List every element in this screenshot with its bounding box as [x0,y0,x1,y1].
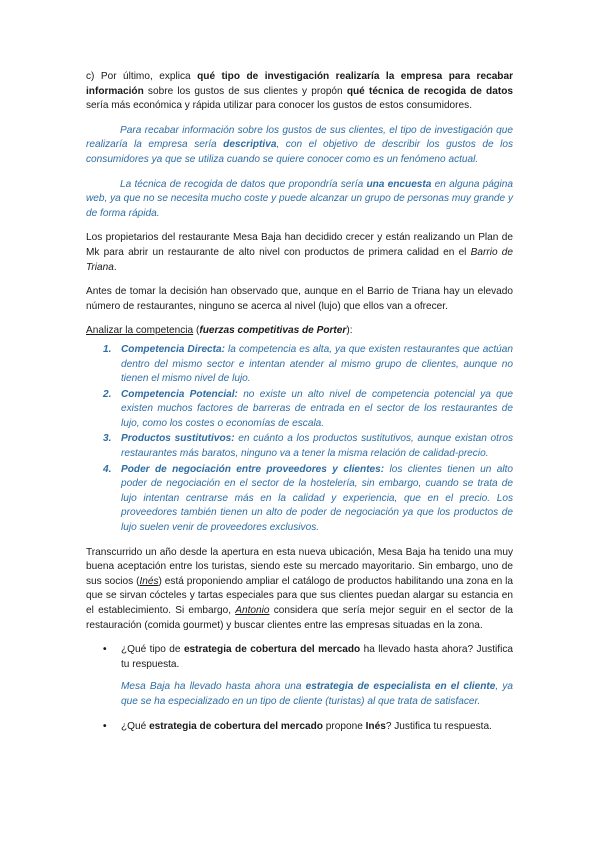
porter-force-label: Competencia Potencial: [121,388,238,400]
intro-post: . [113,261,117,273]
competition-heading-underlined: Analizar la competencia [86,325,194,337]
porter-force-item [103,388,513,432]
porter-force-item [103,343,513,387]
porter-force-item [103,432,513,461]
bullet-icon: • [103,644,107,656]
scenario-p1: Transcurrido un año desde la apertura en esta nueva ubicación, Mesa Baja ha tenido una muy buena aceptación entre los turistas, siendo este su mercado mayoritario. Sin embargo, uno de sus socios ( [86,546,513,587]
competition-heading-paren-open: ( [193,325,200,337]
answer-q1-pre: Mesa Baja ha llevado hasta ahora una [121,681,306,693]
scenario-paragraph [86,546,513,634]
section-c-end: sería más económica y rápida utilizar para conocer los gustos de estos consumidores. [86,100,472,112]
porter-force-label: Productos sustitutivos: [121,433,235,445]
scenario-ines: Inés [139,575,159,587]
intro-pre: Los propietarios del restaurante Mesa Baja han decidido crecer y están realizando un Plan de Mk para abrir un restaurante de alto nivel con productos de primera calidad en el [86,232,513,258]
question-2-post: ? Justifica tu respuesta. [385,720,492,732]
answer-c2-pre: La técnica de recogida de datos que propondría sería [120,178,367,190]
porter-force-text: no existe un alto nivel de competencia potencial ya que existen muchos factores de barreras de entrada en el sector de los restaurantes de lujo, como los costes o economías de escala. [121,388,513,429]
question-2 [86,720,513,735]
section-c-bold-2: qué técnica de recogida de datos [346,85,513,97]
porter-force-label: Competencia Directa: [121,343,226,355]
section-c-bold-1: qué tipo de investigación realizaría la empresa para recabar información [86,71,514,97]
porter-force-text: la competencia es alta, ya que existen restaurantes que actúan dentro del mismo sector e intentan atender al mismo grupo de clientes, aunque no tienen el mismo nivel de lujo. [121,343,513,385]
question-2-mid: propone [322,720,366,732]
section-c-prefix: c) Por último, explica [86,71,198,82]
answer-q1-post: , ya que se ha especializado en un tipo de cliente (turistas) al que trata de satisfacer. [121,681,513,707]
answer-c-technique [86,178,513,222]
porter-force-number: 2. [103,388,112,400]
observation-paragraph: Antes de tomar la decisión han observado que, aunque en el Barrio de Triana hay un elevado número de restaurantes, ninguno se acerca al nivel (lujo) que ellos van a ofrecer. [86,286,513,312]
question-1-post: ha llevado hasta ahora? Justifica tu respuesta. [121,644,513,670]
question-1 [86,643,513,672]
question-2-pre: ¿Qué [121,720,150,732]
question-2-bold: estrategia de cobertura del mercado [149,720,323,732]
intro-mesa-baja [86,231,513,275]
porter-force-number: 4. [103,463,112,475]
porter-force-number: 3. [103,433,112,445]
porter-force-item [103,463,513,536]
answer-c2-bold: una encuesta [366,178,432,190]
porter-forces-list [86,343,513,536]
answer-c1-pre: Para recabar información sobre los gustos de sus clientes, el tipo de investigación que realizaría la empresa sería [86,124,513,151]
answer-question-1 [86,680,513,709]
porter-force-number: 1. [103,343,112,355]
scenario-antonio: Antonio [235,605,270,616]
competition-heading-paren-close: ): [346,325,353,337]
scenario-p3: considera que sería mejor seguir en el sector de la restauración (comida gourmet) y buscar clientes entre las empresas situadas en la zona. [86,605,513,631]
section-c-question [86,70,513,114]
section-c-mid: sobre los gustos de sus clientes y propón [143,85,347,97]
competition-heading [86,324,513,339]
answer-q1-bold: estrategia de especialista en el cliente [305,681,496,693]
answer-c2-post: en alguna página web, ya que no se necesita mucho coste y puede alcanzar un grupo de personas muy grande y de forma rápida. [86,178,514,219]
answer-c1-bold: descriptiva [223,139,277,151]
answer-c1-post: , con el objetivo de describir los gustos de los consumidores ya que se utiliza cuando se quiere conocer como es un fenómeno actual. [86,139,513,165]
question-1-bold: estrategia de cobertura del mercado [183,644,361,656]
question-2-bold-2: Inés [365,720,386,732]
answer-c-research-type [86,124,513,168]
porter-force-text: los clientes tienen un alto poder de negociación en el sector de la hostelería, sin embargo, cuando se trata de lujo intentan centrarse más en la calidad y experiencia, que en el precio. Los proveedores también tienen un alto de poder de negociación ya que los productos de lujo suelen venir de proveedores exclusivos. [121,463,513,534]
question-1-pre: ¿Qué tipo de [121,644,184,656]
porter-force-label: Poder de negociación entre proveedores y clientes: [121,463,385,475]
competition-heading-bold-italic: fuerzas competitivas de Porter [199,325,347,337]
scenario-p2: ) está proponiendo ampliar el catálogo de productos habilitando una zona en la que se sirvan cócteles y tartas especiales para que sus clientes puedan alargar su estancia en el establecimiento. Si embargo, [86,575,513,616]
intro-italic: Barrio de Triana [86,246,514,273]
porter-force-text: en cuánto a los productos sustitutivos, aunque existan otros restaurantes más baratos, ninguno va a tener la misma relación de calidad-precio. [121,433,513,460]
bullet-icon: • [103,720,107,732]
